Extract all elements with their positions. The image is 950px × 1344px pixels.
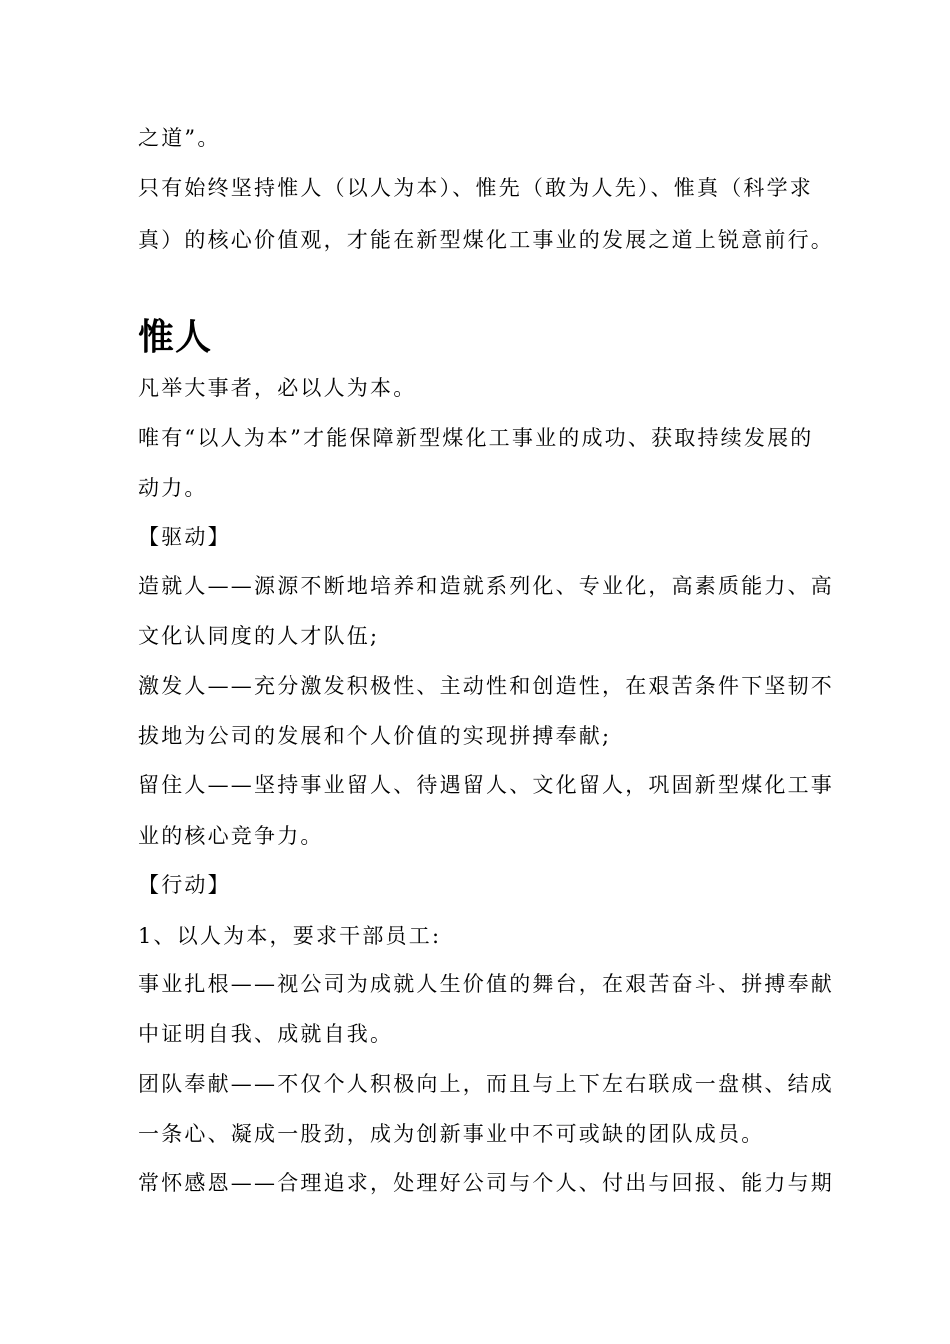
drive-item-2-line-2: 拔地为公司的发展和个人价值的实现拼搏奉献; (138, 724, 612, 748)
action-item-3-line-1: 常怀感恩——合理追求，处理好公司与个人、付出与回报、能力与期 (138, 1171, 834, 1195)
action-label: 【行动】 (138, 873, 231, 897)
drive-item-1-line-1: 造就人——源源不断地培养和造就系列化、专业化，高素质能力、高 (138, 574, 834, 598)
lead-line-2: 唯有“以人为本”才能保障新型煤化工事业的成功、获取持续发展的 (138, 426, 814, 450)
lead-line-1: 凡举大事者，必以人为本。 (138, 376, 417, 400)
intro-line-2: 只有始终坚持惟人（以人为本）、惟先（敢为人先）、惟真（科学求 (138, 176, 813, 200)
intro-line-3: 真）的核心价值观，才能在新型煤化工事业的发展之道上锐意前行。 (138, 228, 834, 252)
action-item-1-line-2: 中证明自我、成就自我。 (138, 1022, 394, 1046)
drive-item-3-line-2: 业的核心竞争力。 (138, 824, 324, 848)
section-title: 惟人 (138, 317, 213, 358)
lead-line-3: 动力。 (138, 476, 208, 500)
action-item-1-line-1: 事业扎根——视公司为成就人生价值的舞台，在艰苦奋斗、拼搏奉献 (138, 972, 834, 996)
drive-label: 【驱动】 (138, 525, 231, 549)
intro-line-1: 之道”。 (138, 126, 221, 150)
drive-item-3-line-1: 留住人——坚持事业留人、待遇留人、文化留人，巩固新型煤化工事 (138, 773, 834, 797)
drive-item-2-line-1: 激发人——充分激发积极性、主动性和创造性，在艰苦条件下坚韧不 (138, 674, 834, 698)
action-item-2-line-1: 团队奉献——不仅个人积极向上，而且与上下左右联成一盘棋、结成 (138, 1072, 834, 1096)
action-point-1: 1、以人为本，要求干部员工: (138, 924, 442, 948)
action-item-2-line-2: 一条心、凝成一股劲，成为创新事业中不可或缺的团队成员。 (138, 1122, 765, 1146)
drive-item-1-line-2: 文化认同度的人才队伍; (138, 624, 380, 648)
